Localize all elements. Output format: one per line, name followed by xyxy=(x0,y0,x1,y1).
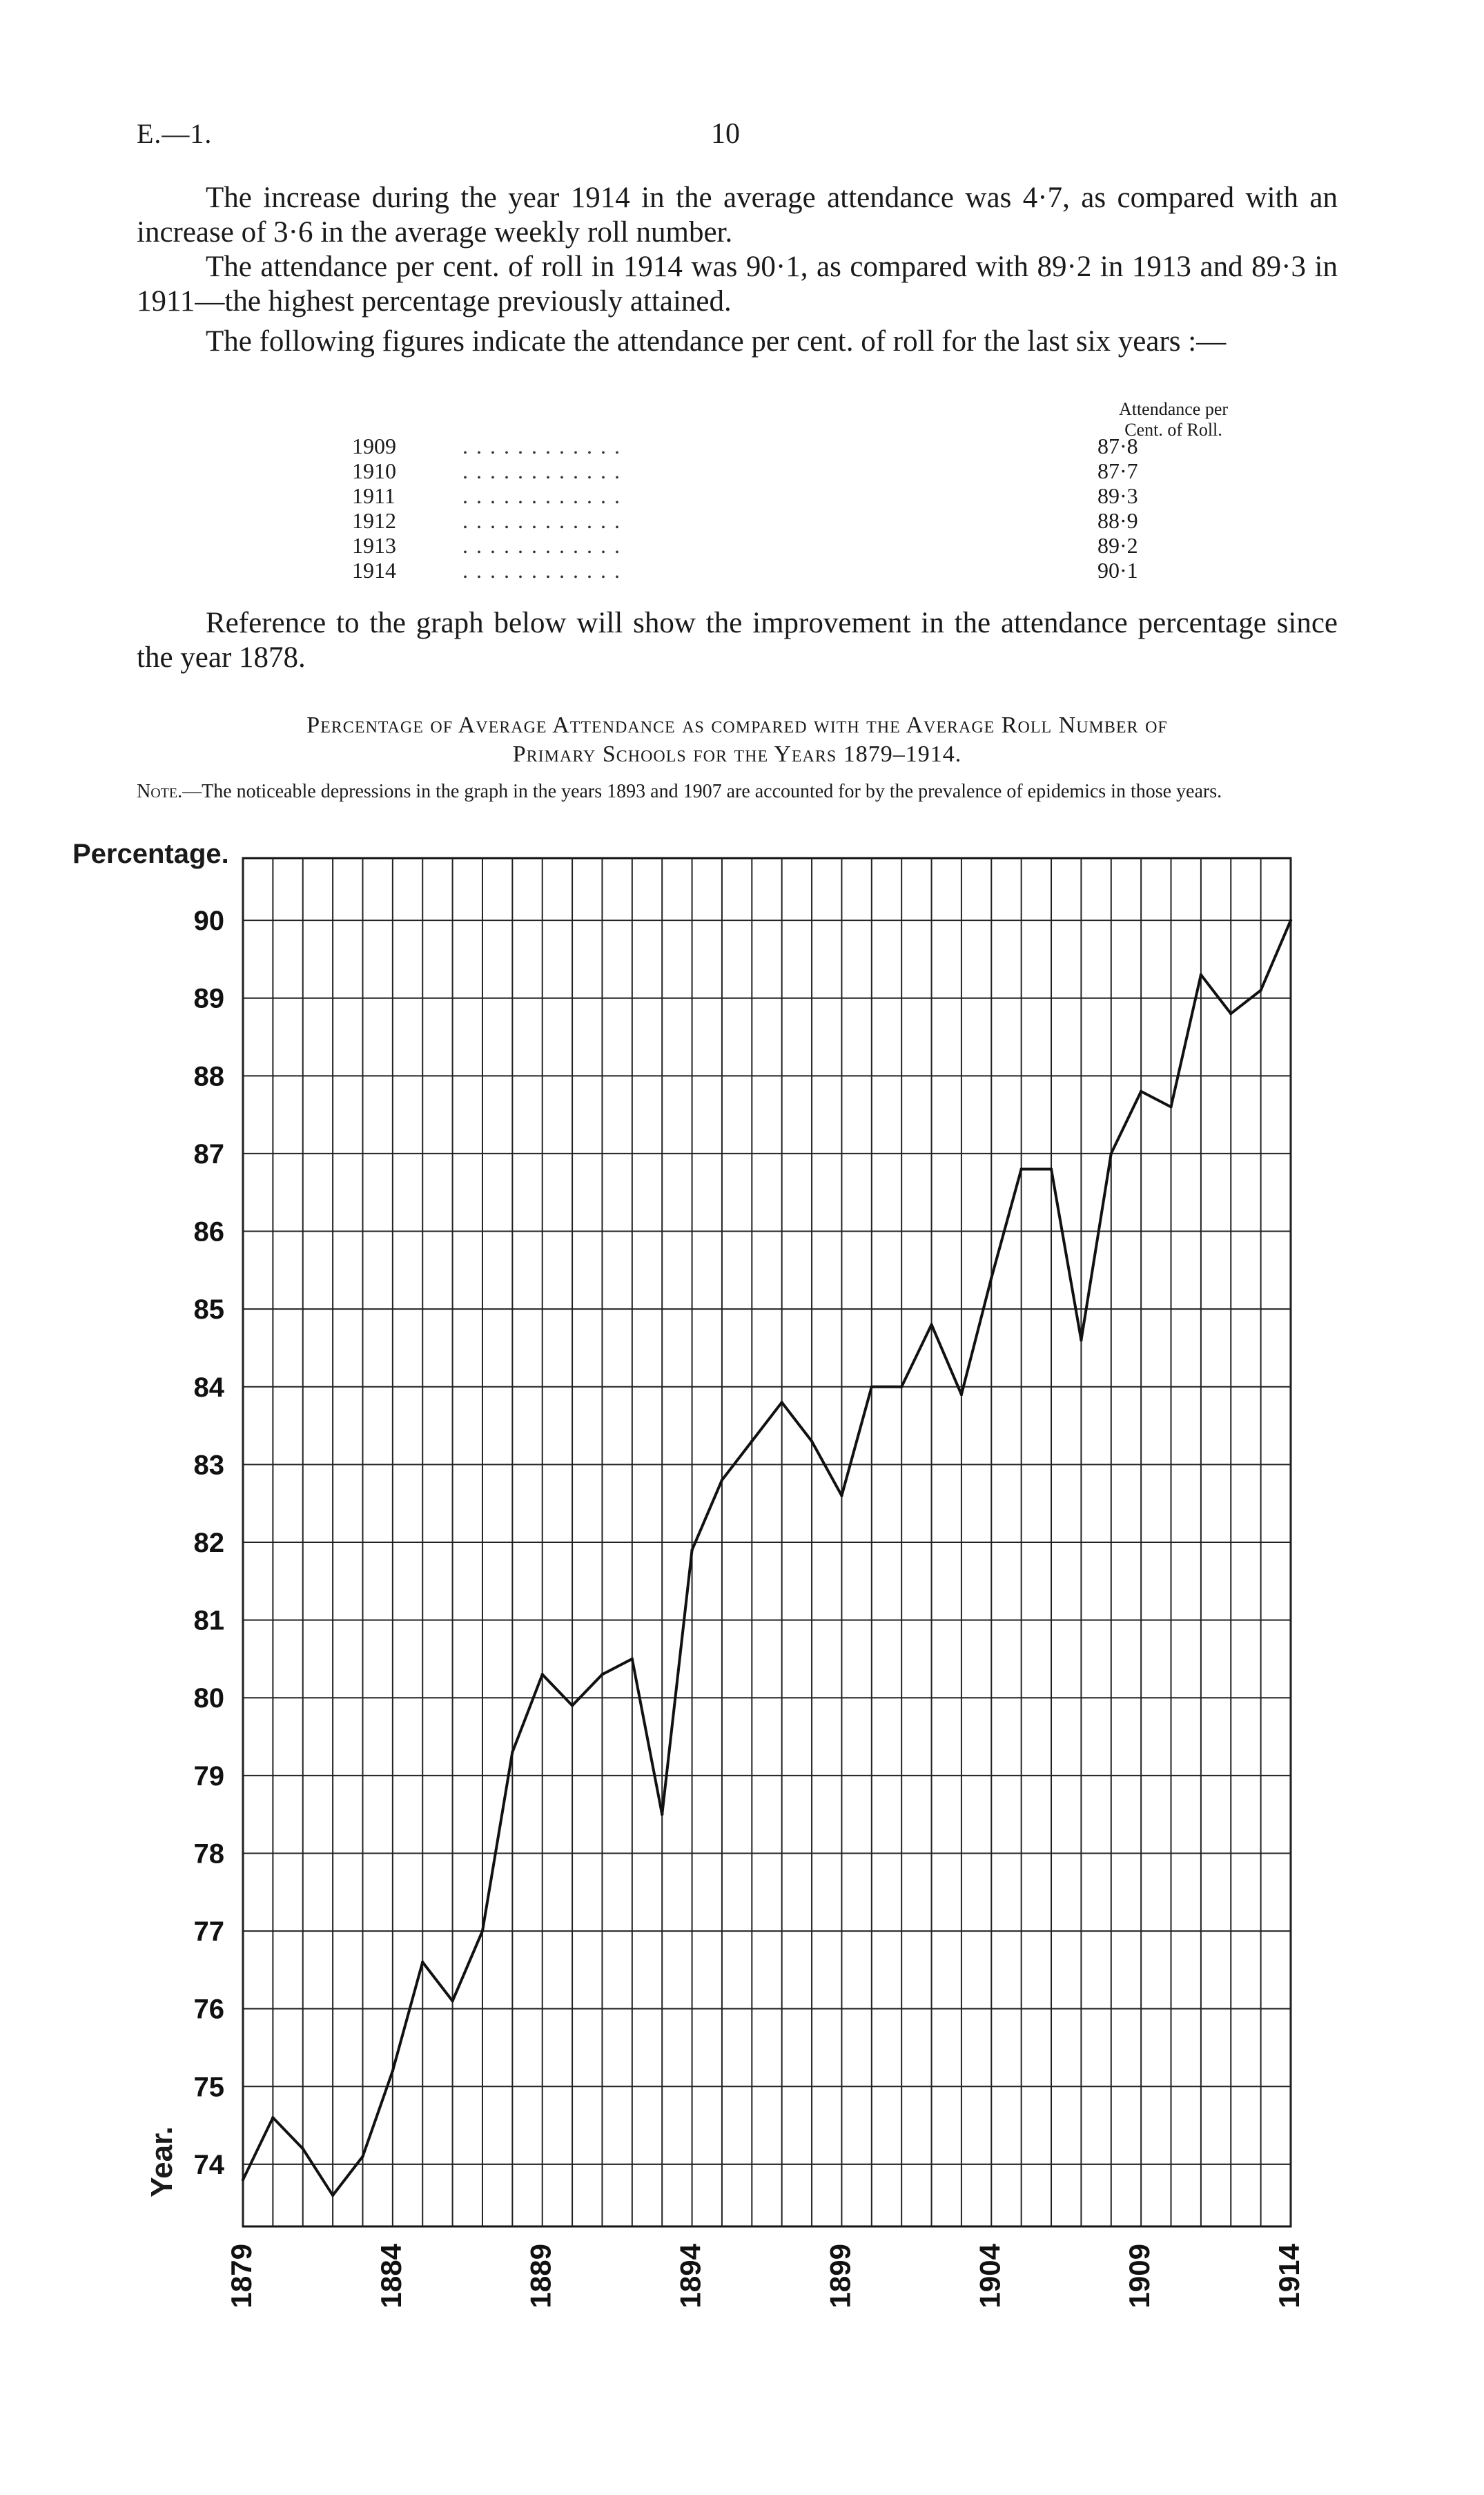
data-point xyxy=(1019,1167,1022,1170)
data-point xyxy=(271,2116,274,2119)
paragraph-graph-reference: Reference to the graph below will show the improvement in the attendance percentage since the year 1878. xyxy=(137,607,1338,674)
paragraph-attendance: The attendance per cent. of roll in 1914 was 90·1, as compared with 89·2 in 1913 and 89·3 in 1911—the highest percentage previously attained. xyxy=(137,251,1338,318)
data-point xyxy=(930,1323,933,1326)
data-point xyxy=(690,1549,693,1551)
data-point xyxy=(1140,1090,1142,1093)
grid xyxy=(243,858,1291,2226)
data-point xyxy=(1080,1339,1082,1341)
column-header-line1: Attendance per xyxy=(1118,399,1229,419)
data-point xyxy=(870,1386,873,1388)
data-point xyxy=(302,2147,304,2150)
y-tick-label: 88 xyxy=(193,1061,224,1092)
y-tick-label: 80 xyxy=(193,1683,224,1714)
table-value: 87·8 xyxy=(1097,434,1138,458)
data-point xyxy=(1169,1105,1172,1108)
x-axis-title: Year. xyxy=(145,2126,179,2197)
data-point xyxy=(571,1704,574,1707)
leader-dots: . . . . . . . . . . . . xyxy=(462,508,621,533)
data-point xyxy=(361,2155,364,2157)
data-point xyxy=(960,1393,963,1396)
y-tick-label: 74 xyxy=(193,2149,224,2180)
paragraph-figures-intro: The following figures indicate the attendance per cent. of roll for the last six years :— xyxy=(206,325,1227,358)
y-tick-labels xyxy=(194,906,225,2180)
y-tick-label: 90 xyxy=(193,906,224,937)
data-point xyxy=(1229,1012,1232,1015)
leader-dots: . . . . . . . . . . . . xyxy=(462,558,621,583)
x-tick-label: 1914 xyxy=(1273,2244,1305,2309)
data-point xyxy=(391,2070,394,2072)
column-header-line2: Cent. of Roll. xyxy=(1124,420,1222,440)
data-point xyxy=(810,1439,813,1442)
data-point xyxy=(451,1999,453,2002)
data-point xyxy=(1200,973,1202,976)
y-tick-label: 85 xyxy=(193,1294,224,1326)
x-tick-labels xyxy=(225,2243,1305,2308)
x-tick-label: 1899 xyxy=(823,2244,857,2309)
y-tick-label: 79 xyxy=(193,1760,224,1792)
running-header: E.—1. xyxy=(137,118,213,149)
data-point xyxy=(421,1961,424,1963)
y-tick-label: 76 xyxy=(193,1994,224,2025)
data-point xyxy=(331,2194,334,2197)
data-points xyxy=(242,919,1292,2197)
x-tick-label: 1879 xyxy=(225,2244,257,2309)
leader-dots: . . . . . . . . . . . . xyxy=(462,533,621,558)
y-tick-label: 78 xyxy=(193,1838,224,1870)
data-point xyxy=(242,2178,244,2181)
data-point xyxy=(1259,989,1262,991)
leader-dots: . . . . . . . . . . . . xyxy=(462,458,621,483)
figure-title-line1: Percentage of Average Attendance as compared with the Average Roll Number of xyxy=(306,712,1168,738)
data-point xyxy=(900,1386,903,1388)
table-year: 1909 xyxy=(352,434,396,458)
data-point xyxy=(481,1930,484,1932)
table-value: 89·3 xyxy=(1097,483,1138,508)
table-value: 90·1 xyxy=(1097,558,1138,583)
table-year: 1914 xyxy=(352,558,396,583)
figure-title-line2: Primary Schools for the Years 1879–1914. xyxy=(512,741,962,767)
paragraph-increase: The increase during the year 1914 in the average attendance was 4·7, as compared with an increase of 3·6 in the average weekly roll number. xyxy=(137,182,1338,249)
page-number: 10 xyxy=(711,118,740,150)
data-point xyxy=(750,1439,753,1442)
note-text: —The noticeable depressions in the graph in the years 1893 and 1907 are accounted for by the prevalence of epidemics in those years. xyxy=(182,781,1222,802)
y-tick-label: 82 xyxy=(193,1528,224,1558)
y-tick-label: 81 xyxy=(193,1605,224,1636)
table-value: 87·7 xyxy=(1097,458,1138,483)
y-tick-label: 87 xyxy=(193,1138,224,1169)
note-label: Note. xyxy=(137,781,183,802)
data-point xyxy=(511,1751,514,1754)
leader-dots: . . . . . . . . . . . . xyxy=(462,483,621,508)
y-tick-label: 89 xyxy=(193,983,224,1014)
y-tick-label: 86 xyxy=(193,1216,224,1248)
table-year: 1910 xyxy=(352,458,396,483)
y-axis-title: Percentage. xyxy=(72,839,229,869)
x-tick-label: 1889 xyxy=(524,2244,557,2309)
y-tick-label: 83 xyxy=(193,1450,224,1481)
data-point xyxy=(1289,919,1292,922)
data-point xyxy=(661,1813,663,1816)
x-tick-label: 1904 xyxy=(973,2244,1006,2309)
data-point xyxy=(840,1494,843,1497)
table-year: 1913 xyxy=(352,533,396,558)
data-point xyxy=(1110,1152,1113,1155)
data-point xyxy=(541,1673,544,1676)
table-year: 1911 xyxy=(352,483,396,508)
data-point xyxy=(631,1658,634,1660)
x-tick-label: 1884 xyxy=(374,2244,407,2309)
table-year: 1912 xyxy=(352,508,396,533)
series-line xyxy=(243,920,1291,2195)
table-value: 89·2 xyxy=(1097,533,1138,558)
y-tick-label: 77 xyxy=(193,1916,224,1948)
y-tick-label: 84 xyxy=(193,1372,224,1403)
data-point xyxy=(780,1401,783,1404)
y-tick-label: 75 xyxy=(193,2072,224,2103)
table-value: 88·9 xyxy=(1097,508,1138,533)
x-tick-label: 1894 xyxy=(674,2244,707,2309)
data-point xyxy=(990,1276,993,1279)
x-tick-label: 1909 xyxy=(1123,2244,1156,2309)
data-point xyxy=(601,1673,603,1676)
leader-dots: . . . . . . . . . . . . xyxy=(462,434,621,458)
data-point xyxy=(721,1479,723,1482)
data-point xyxy=(1050,1167,1053,1170)
